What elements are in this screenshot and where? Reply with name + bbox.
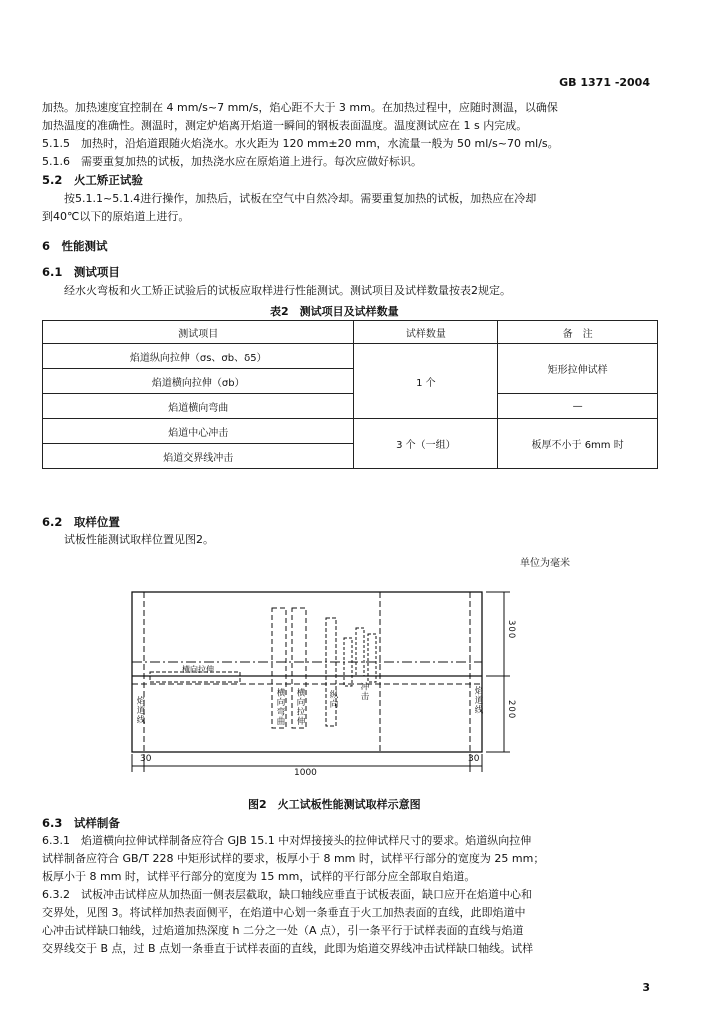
table-header-cell: 试样数量: [354, 321, 498, 344]
table-cell-item: 焰道中心冲击: [43, 419, 354, 444]
longitudinal-column: [326, 618, 336, 726]
dim-bottom: 200: [506, 700, 516, 720]
table-cell-item: 焰道交界线冲击: [43, 444, 354, 469]
label-bend-column: 横向弯曲: [275, 688, 285, 726]
dim-top: 300: [506, 620, 516, 640]
section-6-heading: 6 性能测试: [42, 239, 108, 253]
clause-5-1-5: 5.1.5 加热时，沿焰道跟随火焰浇水。水火距为 120 mm±20 mm，水流量一般为 50 ml/s~70 ml/s。: [42, 137, 559, 150]
table-cell-note: —: [498, 394, 658, 419]
table-cell-qty: 1 个: [354, 344, 498, 419]
test-items-table: [42, 320, 658, 469]
table-cell-item: 焰道横向弯曲: [43, 394, 354, 419]
paragraph-line: 板厚小于 8 mm 时，试样平行部分的宽度为 15 mm，试样的平行部分应全部取自焰道。: [42, 870, 476, 883]
clause-5-1-6: 5.1.6 需要重复加热的试板，加热浇水应在原焰道上进行。每次应做好标识。: [42, 155, 422, 168]
table-header-cell: 备 注: [498, 321, 658, 344]
table-title: 表2 测试项目及试样数量: [270, 305, 399, 318]
label-impact-column: 冲击: [359, 682, 369, 701]
label-left-edge: 焰道线: [135, 696, 145, 725]
dim-width: 1000: [294, 768, 317, 778]
clause-6-3-2: 6.3.2 试板冲击试样应从加热面一侧表层截取，缺口轴线应垂直于试板表面，缺口应开在焰道中心和: [42, 888, 532, 901]
dim-right-edge: 30: [468, 754, 480, 764]
paragraph-line: 交界处，见图 3。将试样加热表面侧平，在焰道中心划一条垂直于火工加热表面的直线，此即焰道中: [42, 906, 526, 919]
paragraph-line: 加热温度的准确性。测温时，测定炉焰离开焰道一瞬间的钢板表面温度。温度测试应在 1 s 内完成。: [42, 119, 528, 132]
unit-note: 单位为毫米: [520, 558, 570, 569]
table-cell-item: 焰道横向拉伸（σb）: [43, 369, 354, 394]
label-transverse-column: 横向拉伸: [295, 688, 305, 726]
impact-specimen: [356, 628, 364, 676]
impact-specimen: [368, 634, 376, 682]
paragraph-line: 试样制备应符合 GB/T 228 中矩形试样的要求，板厚小于 8 mm 时，试样平行部分的宽度为 25 mm；: [42, 852, 545, 865]
table-header-row: [43, 321, 658, 344]
table-row: [43, 419, 658, 444]
section-6-1-heading: 6.1 测试项目: [42, 265, 120, 279]
label-transverse-tensile: 横向拉伸: [182, 665, 214, 674]
figure-caption: 图2 火工试板性能测试取样示意图: [248, 798, 421, 811]
paragraph-line: 到40℃以下的原焰道上进行。: [42, 210, 190, 223]
section-6-2-text: 试板性能测试取样位置见图2。: [64, 533, 214, 546]
table-cell-note: 板厚不小于 6mm 时: [498, 419, 658, 469]
paragraph-line: 按5.1.1~5.1.4进行操作，加热后，试板在空气中自然冷却。需要重复加热的试板，加热应在冷却: [64, 192, 537, 205]
section-6-2-heading: 6.2 取样位置: [42, 515, 120, 529]
table-row: [43, 394, 658, 419]
table-cell-qty: 3 个（一组）: [354, 419, 498, 469]
sampling-diagram: [40, 578, 540, 778]
label-right-edge: 焰道线: [473, 686, 483, 715]
label-longitudinal-column: 纵向: [328, 690, 338, 709]
section-5-2-heading: 5.2 火工矫正试验: [42, 173, 143, 187]
standard-number: GB 1371 -2004: [559, 76, 650, 89]
section-6-3-heading: 6.3 试样制备: [42, 816, 120, 830]
table-cell-item: 焰道纵向拉伸（σs、σb、δ5）: [43, 344, 354, 369]
paragraph-line: 加热。加热速度宜控制在 4 mm/s~7 mm/s，焰心距不大于 3 mm。在加热过程中，应随时测温，以确保: [42, 101, 558, 114]
section-6-1-text: 经水火弯板和火工矫正试验后的试板应取样进行性能测试。测试项目及试样数量按表2规定。: [64, 284, 511, 297]
dim-left-edge: 30: [140, 754, 152, 764]
page-number: 3: [642, 981, 650, 994]
table-cell-note: 矩形拉伸试样: [498, 344, 658, 394]
paragraph-line: 交界线交于 B 点，过 B 点划一条垂直于试样表面的直线，此即为焰道交界线冲击试样缺口轴线。试样: [42, 942, 534, 955]
figure-2: [40, 578, 540, 782]
table-header-cell: 测试项目: [43, 321, 354, 344]
paragraph-line: 心冲击试样缺口轴线，过焰道加热深度 h 二分之一处（A 点），引一条平行于试样表面的直线与焰道: [42, 924, 524, 937]
table-row: [43, 344, 658, 369]
clause-6-3-1: 6.3.1 焰道横向拉伸试样制备应符合 GJB 15.1 中对焊接接头的拉伸试样尺寸的要求。焰道纵向拉伸: [42, 834, 532, 847]
